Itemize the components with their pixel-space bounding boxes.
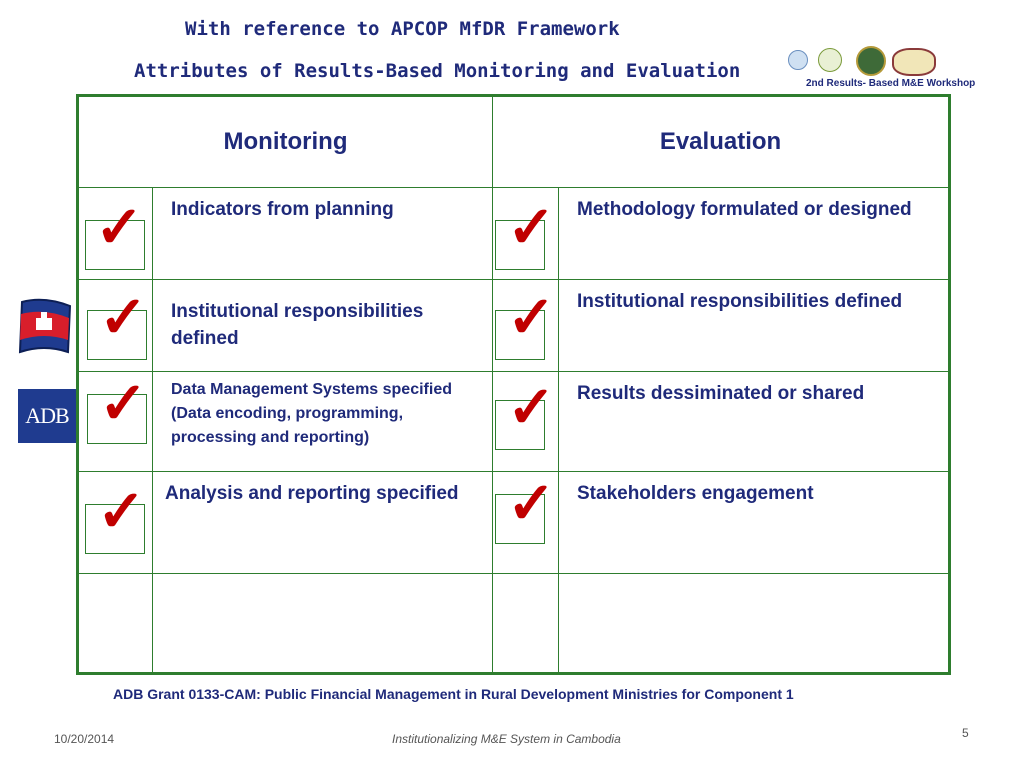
checkmark-icon: ✓	[97, 477, 146, 545]
evaluation-attribute: Stakeholders engagement	[577, 483, 814, 504]
checkmark-icon: ✓	[95, 193, 144, 261]
monitoring-check-cell	[78, 472, 153, 574]
evaluation-header: Evaluation	[493, 96, 950, 188]
checkmark-icon: ✓	[99, 369, 148, 437]
table-row	[78, 280, 950, 372]
monitoring-attribute: Indicators from planning	[171, 199, 394, 220]
monitoring-attribute: Institutional responsibilities defined	[171, 301, 424, 349]
monitoring-check-cell	[78, 188, 153, 280]
logo-1-icon	[788, 50, 808, 70]
title-line-1: With reference to APCOP MfDR Framework	[185, 18, 620, 40]
grant-footer: ADB Grant 0133-CAM: Public Financial Management in Rural Development Ministries for Component 1	[113, 686, 794, 702]
monitoring-attribute: Analysis and reporting specified	[165, 483, 459, 504]
monitoring-attribute	[153, 574, 492, 582]
table-row	[78, 372, 950, 472]
footer-title: Institutionalizing M&E System in Cambodia	[392, 732, 621, 746]
table-row	[78, 472, 950, 574]
monitoring-check-cell	[78, 574, 153, 674]
page-number: 5	[962, 726, 969, 740]
table-row	[78, 574, 950, 674]
logo-4-icon	[892, 48, 936, 76]
evaluation-attribute: Institutional responsibilities defined	[577, 291, 903, 312]
checkmark-icon: ✓	[507, 373, 556, 441]
evaluation-check-cell	[493, 469, 559, 574]
monitoring-attribute: Data Management Systems specified (Data encoding, programming, processing and reporting)	[171, 381, 452, 446]
checkmark-icon: ✓	[507, 283, 556, 351]
monitoring-check-cell	[78, 280, 153, 372]
evaluation-check-cell	[493, 280, 559, 372]
evaluation-check-cell	[493, 372, 559, 472]
monitoring-header: Monitoring	[78, 96, 493, 188]
checkmark-icon: ✓	[99, 283, 148, 351]
checkmark-icon: ✓	[507, 193, 556, 261]
checkmark-icon: ✓	[507, 469, 556, 537]
evaluation-attribute	[559, 574, 948, 582]
evaluation-check-cell	[493, 574, 559, 674]
table-row	[78, 188, 950, 280]
workshop-label: 2nd Results- Based M&E Workshop	[806, 78, 976, 89]
evaluation-attribute: Methodology formulated or designed	[577, 199, 912, 220]
attributes-table	[76, 94, 951, 675]
monitoring-check-cell	[78, 369, 153, 472]
title-line-2: Attributes of Results-Based Monitoring and Evaluation	[134, 60, 741, 82]
slide-date: 10/20/2014	[54, 732, 115, 746]
cambodia-flag-icon	[14, 296, 74, 358]
evaluation-attribute: Results dessiminated or shared	[577, 383, 865, 404]
partner-logos	[782, 44, 962, 76]
adb-logo: ADB	[18, 389, 76, 443]
evaluation-check-cell	[493, 188, 559, 280]
logo-3-icon	[856, 46, 886, 76]
logo-2-icon	[818, 48, 842, 72]
